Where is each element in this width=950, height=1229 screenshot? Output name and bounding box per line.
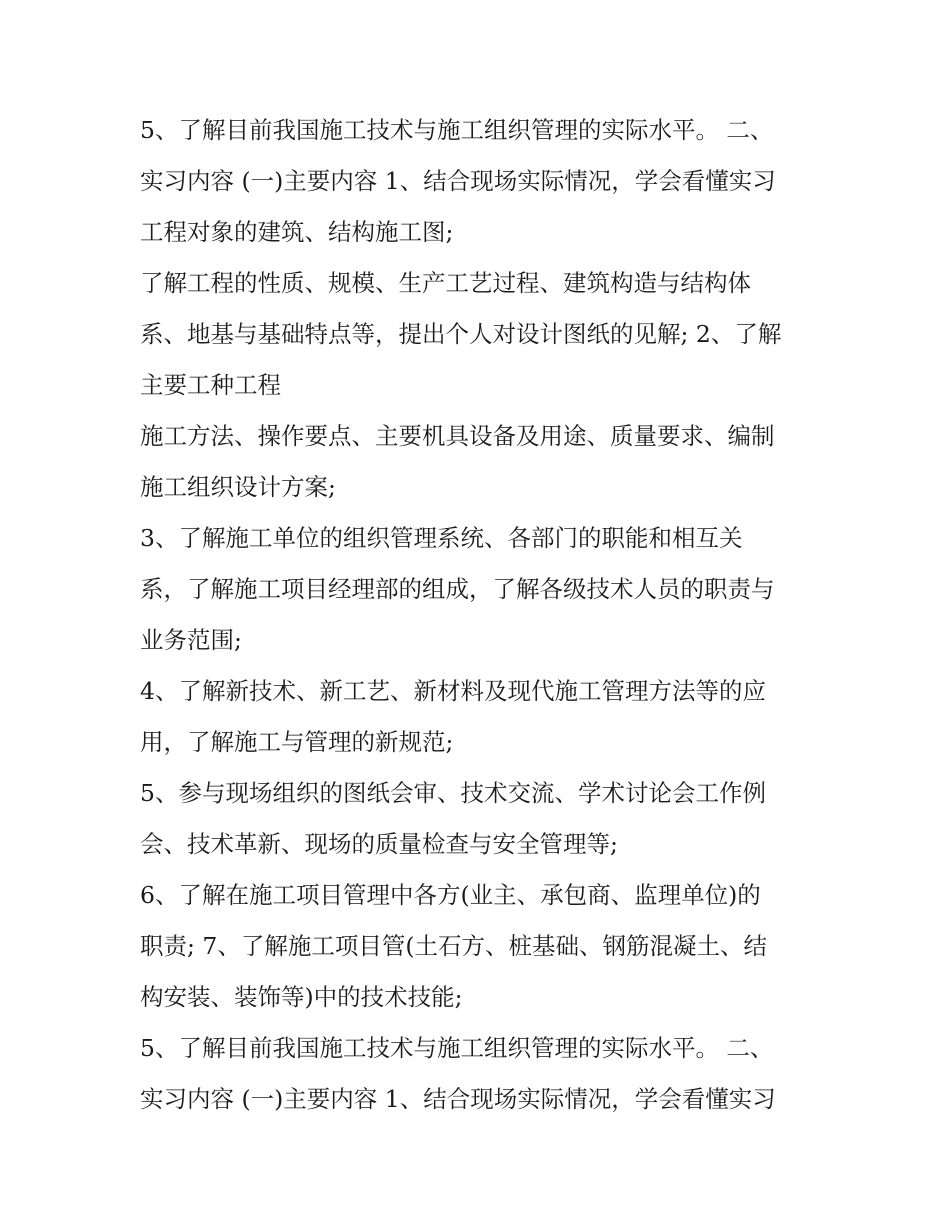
text-line: 实习内容 (一)主要内容 1、结合现场实际情况，学会看懂实习 (140, 167, 776, 195)
text-line: 系、地基与基础特点等，提出个人对设计图纸的见解; 2、了解 (140, 320, 782, 348)
text-line: 了解工程的性质、规模、生产工艺过程、建筑构造与结构体 (140, 269, 751, 297)
text-line: 5、了解目前我国施工技术与施工组织管理的实际水平。 二、 (140, 116, 774, 144)
text-line: 实习内容 (一)主要内容 1、结合现场实际情况，学会看懂实习 (140, 1085, 776, 1113)
text-line: 5、了解目前我国施工技术与施工组织管理的实际水平。 二、 (140, 1034, 774, 1062)
text-line: 用，了解施工与管理的新规范; (140, 728, 454, 756)
text-line: 会、技术革新、现场的质量检查与安全管理等; (140, 830, 618, 858)
text-line: 构安装、装饰等)中的技术技能; (140, 983, 463, 1011)
text-line: 施工组织设计方案; (140, 473, 336, 501)
text-line: 4、了解新技术、新工艺、新材料及现代施工管理方法等的应 (140, 677, 766, 705)
text-line: 3、了解施工单位的组织管理系统、各部门的职能和相互关 (140, 524, 743, 552)
document-body (140, 105, 820, 1125)
text-line: 主要工种工程 (140, 371, 281, 399)
text-line: 系，了解施工项目经理部的组成，了解各级技术人员的职责与 (140, 575, 775, 603)
text-line: 业务范围; (140, 626, 242, 654)
text-line: 职责; 7、了解施工项目管(土石方、桩基础、钢筋混凝土、结 (140, 932, 768, 960)
text-line: 5、参与现场组织的图纸会审、技术交流、学术讨论会工作例 (140, 779, 766, 807)
text-line: 6、了解在施工项目管理中各方(业主、承包商、监理单位)的 (140, 881, 761, 909)
text-line: 施工方法、操作要点、主要机具设备及用途、质量要求、编制 (140, 422, 775, 450)
text-line: 工程对象的建筑、结构施工图; (140, 218, 454, 246)
